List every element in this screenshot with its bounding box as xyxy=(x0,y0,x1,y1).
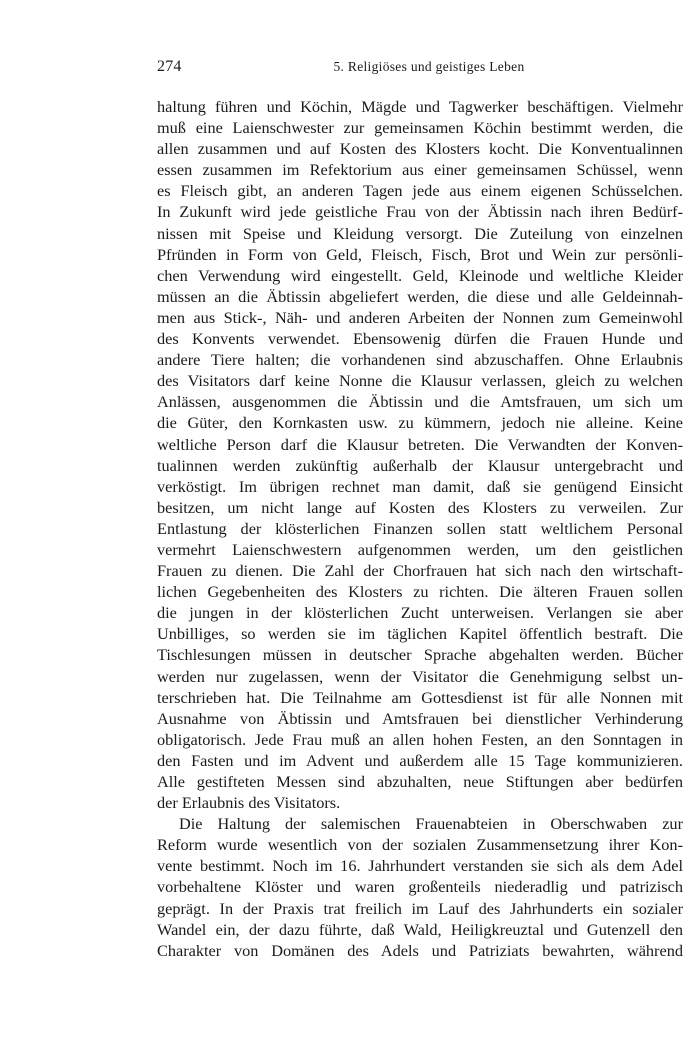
text-line: Reform wurde wesentlich von der sozialen Zusammensetzung ihrer Kon- xyxy=(157,835,683,855)
paragraph-start-line: Die Haltung der salemischen Frauenabteien in Oberschwaben zur xyxy=(179,814,683,834)
text-line: den Fasten und im Advent und außerdem alle 15 Tage kommunizieren. xyxy=(157,750,683,770)
text-line: verköstigt. Im übrigen rechnet man damit, daß sie genügend Einsicht xyxy=(157,476,683,496)
text-line: vente bestimmt. Noch im 16. Jahrhundert verstanden sie sich als dem Adel xyxy=(157,856,683,876)
text-line: vorbehaltene Klöster und waren großenteils niederadlig und patrizisch xyxy=(157,877,683,897)
text-line: andere Tiere halten; die vorhandenen sind abzuschaffen. Ohne Erlaubnis xyxy=(157,350,683,370)
text-line: nissen mit Speise und Kleidung versorgt. Die Zuteilung von einzelnen xyxy=(157,223,683,243)
text-line: chen Verwendung wird eingestellt. Geld, Kleinode und weltliche Kleider xyxy=(157,265,683,285)
text-line: terschrieben hat. Die Teilnahme am Gottesdienst ist für alle Nonnen mit xyxy=(157,687,683,707)
text-line: obligatorisch. Jede Frau muß an allen hohen Festen, an den Sonntagen in xyxy=(157,729,683,749)
text-line: tualinnen werden zukünftig außerhalb der Klausur untergebracht und xyxy=(157,455,683,475)
text-line: Charakter von Domänen des Adels und Patriziats bewahrten, während xyxy=(157,940,683,960)
text-line: Entlastung der klösterlichen Finanzen sollen statt weltlichem Personal xyxy=(157,518,683,538)
text-line: muß eine Laienschwester zur gemeinsamen Köchin bestimmt werden, die xyxy=(157,118,683,138)
text-line: Unbilliges, so werden sie im täglichen Kapitel öffentlich bestraft. Die xyxy=(157,624,683,644)
text-line: Anlässen, ausgenommen die Äbtissin und die Amtsfrauen, um sich um xyxy=(157,392,683,412)
text-line: men aus Stick-, Näh- und anderen Arbeiten der Nonnen zum Gemeinwohl xyxy=(157,307,683,327)
chapter-title: 5. Religiöses und geistiges Leben xyxy=(333,59,525,74)
text-line: Ausnahme von Äbtissin und Amtsfrauen bei dienstlicher Verhinderung xyxy=(157,708,683,728)
text-line: allen zusammen und auf Kosten des Klosters kocht. Die Konventualinnen xyxy=(157,139,683,159)
text-line: In Zukunft wird jede geistliche Frau von der Äbtissin nach ihren Bedürf- xyxy=(157,202,683,222)
text-line: Alle gestifteten Messen sind abzuhalten, neue Stiftungen aber bedürfen xyxy=(157,772,683,791)
running-head xyxy=(157,58,683,80)
text-line: Wandel ein, der dazu führte, daß Wald, Heiligkreuztal und Gutenzell den xyxy=(157,919,683,939)
text-line: essen zusammen im Refektorium aus einer gemeinsamen Schüssel, wenn xyxy=(157,160,683,180)
text-line: müssen an die Äbtissin abgeliefert werden, die diese und alle Geldeinnah- xyxy=(157,286,683,306)
text-line: geprägt. In der Praxis trat freilich im Lauf des Jahrhunderts ein sozialer xyxy=(157,898,683,918)
body-text xyxy=(157,96,683,961)
text-line: weltliche Person darf die Klausur betreten. Die Verwandten der Konven- xyxy=(157,434,683,454)
paragraph-end-line: der Erlaubnis des Visitators. xyxy=(157,793,341,813)
text-line: vermehrt Laienschwestern aufgenommen werden, um den geistlichen xyxy=(157,539,683,559)
text-line: des Visitators darf keine Nonne die Klausur verlassen, gleich zu welchen xyxy=(157,371,683,391)
page-number: 274 xyxy=(157,58,182,75)
text-line: die Güter, den Kornkasten usw. zu kümmern, jedoch nie alleine. Keine xyxy=(157,413,683,433)
text-line: Frauen zu dienen. Die Zahl der Chorfrauen hat sich nach den wirtschaft- xyxy=(157,561,683,581)
text-line: Pfründen in Form von Geld, Fleisch, Fisch, Brot und Wein zur persönli- xyxy=(157,244,683,264)
text-line: die jungen in der klösterlichen Zucht unterweisen. Verlangen sie aber xyxy=(157,603,683,623)
text-line: es Fleisch gibt, an anderen Tagen jede aus einem eigenen Schüsselchen. xyxy=(157,181,683,201)
text-line: werden nur zugelassen, wenn der Visitator die Genehmigung selbst un- xyxy=(157,666,683,686)
text-line: lichen Gegebenheiten des Klosters zu richten. Die älteren Frauen sollen xyxy=(157,582,683,602)
text-line: Tischlesungen müssen in deutscher Sprache abgehalten werden. Bücher xyxy=(157,645,683,665)
text-line: besitzen, um nicht lange auf Kosten des Klosters zu verweilen. Zur xyxy=(157,497,683,517)
text-line: des Konvents verwendet. Ebensowenig dürfen die Frauen Hunde und xyxy=(157,329,683,349)
text-line: haltung führen und Köchin, Mägde und Tagwerker beschäftigen. Vielmehr xyxy=(157,97,683,116)
